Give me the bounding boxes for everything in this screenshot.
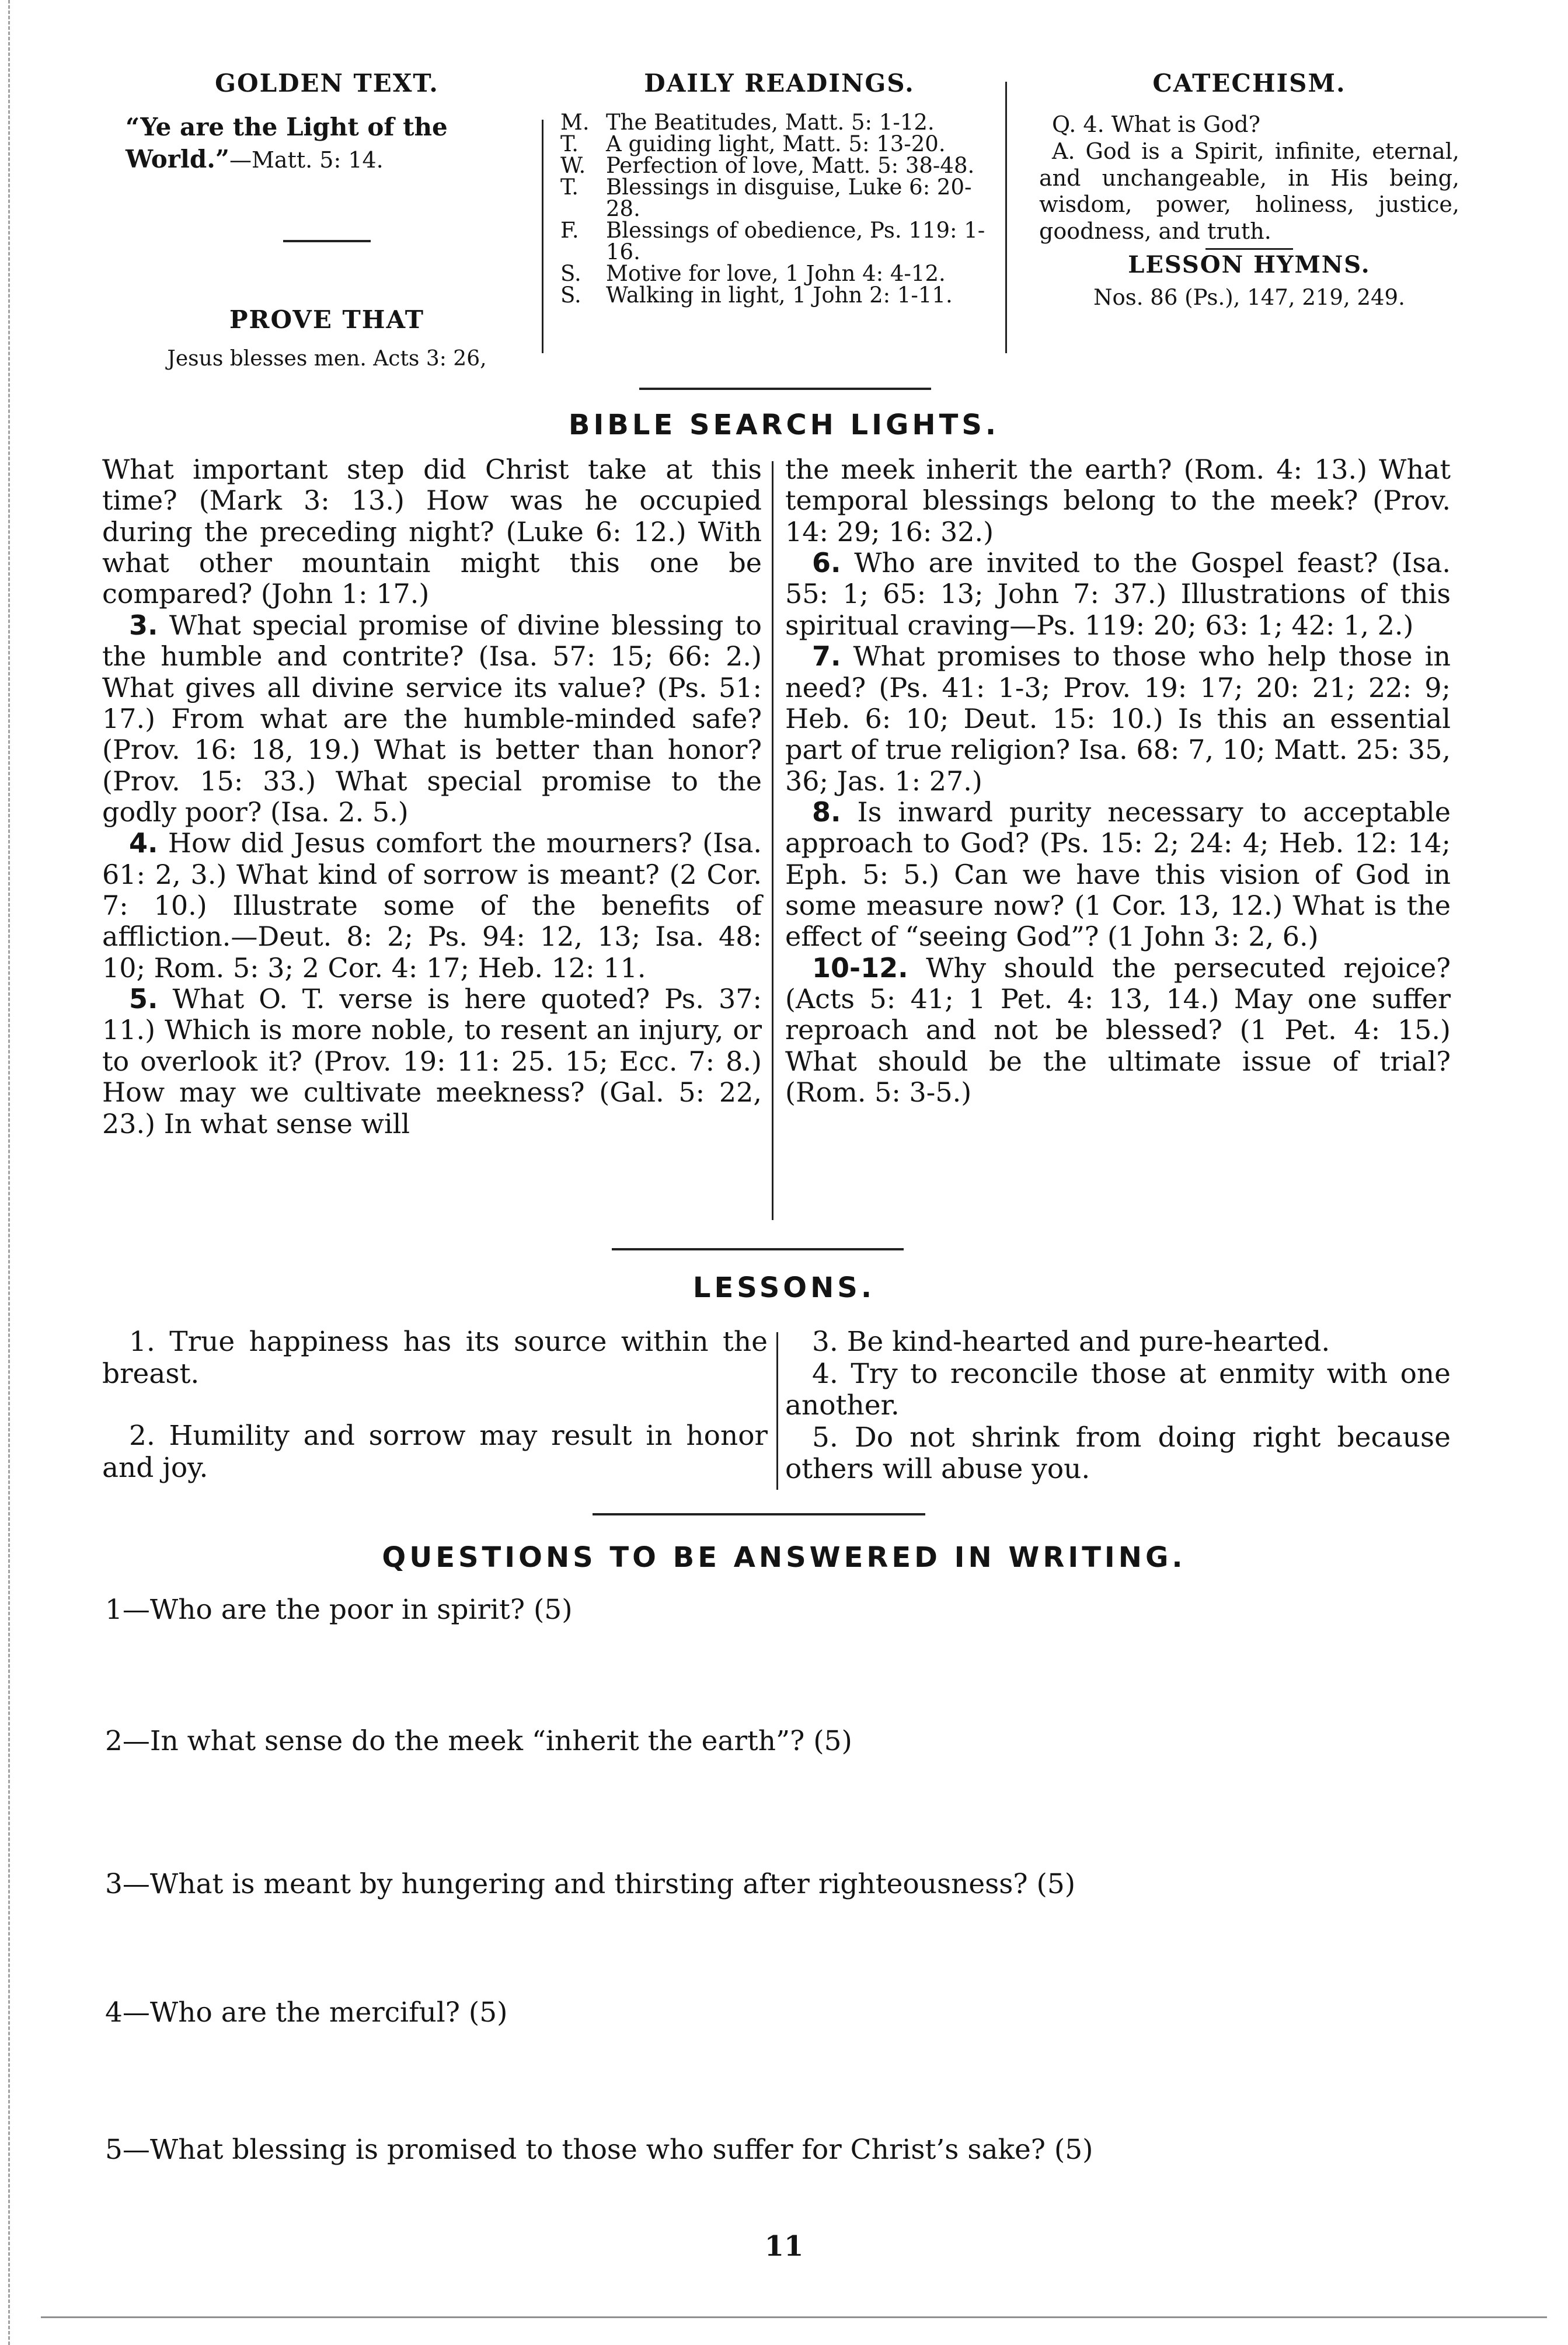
daily-reading-item bbox=[560, 133, 998, 155]
daily-reading-item bbox=[560, 153, 998, 179]
writing-question: 3—What is meant by hungering and thirsting after righteousness? (5) bbox=[105, 1868, 1076, 1900]
search-light-text: Is inward purity necessary to acceptable approach to God? (Ps. 15: 2; 24: 4; Heb. 12: 14; Eph. 5: 5.) Can we have this vision of God in some measure now? (1 Cor. 13, 12.) What is the effect of “seeing God”? (1 John 3: 2, 6.) bbox=[785, 796, 1451, 953]
daily-readings-column bbox=[560, 70, 998, 306]
daily-reading-day: T. bbox=[560, 175, 579, 200]
catechism-answer: A. God is a Spirit, infinite, eternal, and unchangeable, in His being, wisdom, power, holiness, justice, goodness, and truth. bbox=[1039, 138, 1459, 244]
lessons-right-column bbox=[785, 1326, 1451, 1486]
scan-edge-left bbox=[8, 0, 10, 2345]
verse-number: 6. bbox=[812, 547, 841, 579]
verse-number: 3. bbox=[129, 609, 158, 641]
search-light-paragraph bbox=[102, 984, 762, 1140]
search-light-text: Who are invited to the Gospel feast? (Isa. 55: 1; 65: 13; John 7: 37.) Illustrations of this spiritual craving—Ps. 119: 20; 63: 1; 42: 1, 2.) bbox=[785, 547, 1451, 641]
golden-text-divider bbox=[283, 240, 371, 242]
bsl-top-rule bbox=[639, 388, 931, 390]
lesson-hymns-heading: LESSON HYMNS. bbox=[1128, 251, 1371, 279]
lessons-heading: LESSONS. bbox=[692, 1271, 876, 1304]
daily-reading-text: Motive for love, 1 John 4: 4-12. bbox=[606, 261, 946, 287]
search-light-paragraph bbox=[102, 828, 762, 984]
catechism-column bbox=[1039, 70, 1459, 309]
scan-edge-bottom bbox=[41, 2316, 1547, 2318]
lesson-hymns-text: Nos. 86 (Ps.), 147, 219, 249. bbox=[1093, 284, 1405, 310]
daily-reading-text: A guiding light, Matt. 5: 13-20. bbox=[606, 131, 946, 157]
lesson-item: 4. Try to reconcile those at enmity with one another. bbox=[785, 1357, 1451, 1422]
writing-question: 4—Who are the merciful? (5) bbox=[105, 1996, 508, 2029]
search-light-text: What special promise of divine blessing to the humble and contrite? (Isa. 57: 15; 66: 2.) What gives all divine service its value? (Ps. 51: 17.) From what are the humble-minded safe? (Prov. 16: 18, 19.) What is better than honor? (Prov. 15: 33.) What special promise to the godly poor? (Isa. 2. 5.) bbox=[102, 609, 762, 828]
writing-question: 5—What blessing is promised to those who suffer for Christ’s sake? (5) bbox=[105, 2134, 1093, 2166]
daily-reading-item bbox=[560, 111, 998, 133]
verse-number: 5. bbox=[129, 983, 158, 1015]
bible-search-lights-left-column bbox=[102, 454, 762, 1140]
catechism-heading: CATECHISM. bbox=[1152, 69, 1346, 97]
daily-readings-heading: DAILY READINGS. bbox=[644, 69, 915, 97]
daily-reading-day: F. bbox=[560, 218, 579, 243]
daily-reading-day: W. bbox=[560, 153, 586, 179]
verse-number: 7. bbox=[812, 640, 841, 673]
hymns-divider bbox=[1205, 248, 1293, 250]
bible-search-lights-heading: BIBLE SEARCH LIGHTS. bbox=[568, 409, 1000, 441]
catechism-question: Q. 4. What is God? bbox=[1052, 111, 1260, 138]
search-light-text: How did Jesus comfort the mourners? (Isa. 61: 2, 3.) What kind of sorrow is meant? (2 Cor. 7: 10.) Illustrate some of the benefits of affliction.—Deut. 8: 2; Ps. 94: 12, 13; Isa. 48: 10; Rom. 5: 3; 2 Cor. 4: 17; Heb. 12: 11. bbox=[102, 827, 762, 984]
lessons-top-rule bbox=[612, 1248, 904, 1250]
page-number: 11 bbox=[764, 2230, 804, 2263]
daily-reading-item bbox=[560, 284, 998, 306]
lessons-column-divider bbox=[776, 1332, 778, 1490]
search-light-text: What promises to those who help those in need? (Ps. 41: 1-3; Prov. 19: 17; 20: 21; 22: 9; Heb. 6: 10; Deut. 15: 10.) Is this an essential part of true religion? Isa. 68: 7, 10; Matt. 25: 35, 36; Jas. 1: 27.) bbox=[785, 640, 1451, 797]
golden-text-reference: —Matt. 5: 14. bbox=[229, 147, 384, 173]
daily-reading-item bbox=[560, 175, 998, 222]
column-divider-1 bbox=[542, 120, 543, 353]
verse-number: 10-12. bbox=[812, 952, 908, 984]
search-light-paragraph bbox=[785, 953, 1451, 1109]
bsl-column-divider bbox=[772, 461, 773, 1220]
golden-text-quote: “Ye are the Light of the World.” bbox=[126, 113, 448, 173]
column-divider-2 bbox=[1005, 82, 1007, 353]
golden-text-heading: GOLDEN TEXT. bbox=[215, 69, 439, 97]
writing-question: 1—Who are the poor in spirit? (5) bbox=[105, 1594, 573, 1626]
lessons-left-column bbox=[102, 1326, 768, 1484]
questions-top-rule bbox=[593, 1513, 925, 1515]
search-light-paragraph bbox=[785, 797, 1451, 953]
daily-reading-text: Blessings in disguise, Luke 6: 20-28. bbox=[606, 175, 972, 222]
verse-number: 4. bbox=[129, 827, 158, 859]
daily-readings-list bbox=[560, 111, 998, 306]
golden-text bbox=[126, 111, 528, 175]
lesson-item: 2. Humility and sorrow may result in honor and joy. bbox=[102, 1420, 768, 1484]
daily-reading-day: T. bbox=[560, 131, 579, 157]
daily-reading-item bbox=[560, 219, 998, 263]
search-light-text: the meek inherit the earth? (Rom. 4: 13.) What temporal blessings belong to the meek? (Prov. 14: 29; 16: 32.) bbox=[785, 454, 1451, 548]
prove-that-heading: PROVE THAT bbox=[229, 305, 425, 334]
writing-question: 2—In what sense do the meek “inherit the earth”? (5) bbox=[105, 1725, 852, 1757]
daily-reading-day: S. bbox=[560, 283, 581, 308]
search-light-text: What important step did Christ take at this time? (Mark 3: 13.) How was he occupied during the preceding night? (Luke 6: 12.) With what other mountain might this one be compared? (John 1: 17.) bbox=[102, 454, 762, 610]
search-light-paragraph bbox=[102, 454, 762, 610]
daily-reading-day: M. bbox=[560, 110, 590, 135]
daily-reading-text: Perfection of love, Matt. 5: 38-48. bbox=[606, 153, 975, 179]
daily-reading-text: The Beatitudes, Matt. 5: 1-12. bbox=[606, 110, 935, 135]
questions-heading: QUESTIONS TO BE ANSWERED IN WRITING. bbox=[382, 1541, 1186, 1574]
search-light-paragraph bbox=[785, 548, 1451, 641]
bible-search-lights-right-column bbox=[785, 454, 1451, 1109]
daily-reading-item bbox=[560, 261, 998, 287]
daily-reading-text: Blessings of obedience, Ps. 119: 1-16. bbox=[606, 218, 985, 265]
daily-reading-day: S. bbox=[560, 261, 581, 287]
search-light-text: Why should the persecuted rejoice? (Acts 5: 41; 1 Pet. 4: 13, 14.) May one suffer reproach and not be blessed? (1 Pet. 4: 15.) What should be the ultimate issue of trial? (Rom. 5: 3-5.) bbox=[785, 952, 1451, 1109]
golden-text-column bbox=[126, 70, 528, 371]
prove-that-text: Jesus blesses men. Acts 3: 26, bbox=[167, 346, 487, 371]
lesson-item: 5. Do not shrink from doing right because others will abuse you. bbox=[785, 1421, 1451, 1486]
lesson-item: 3. Be kind-hearted and pure-hearted. bbox=[812, 1326, 1330, 1358]
search-light-paragraph bbox=[785, 641, 1451, 797]
search-light-paragraph bbox=[785, 454, 1451, 548]
lesson-item: 1. True happiness has its source within the breast. bbox=[102, 1326, 768, 1390]
verse-number: 8. bbox=[812, 796, 841, 828]
daily-reading-text: Walking in light, 1 John 2: 1-11. bbox=[606, 283, 953, 308]
search-light-paragraph bbox=[102, 610, 762, 828]
search-light-text: What O. T. verse is here quoted? Ps. 37: 11.) Which is more noble, to resent an injury, or to overlook it? (Prov. 19: 11: 25. 15; Ecc. 7: 8.) How may we cultivate meekness? (Gal. 5: 22, 23.) In what sense will bbox=[102, 983, 762, 1140]
